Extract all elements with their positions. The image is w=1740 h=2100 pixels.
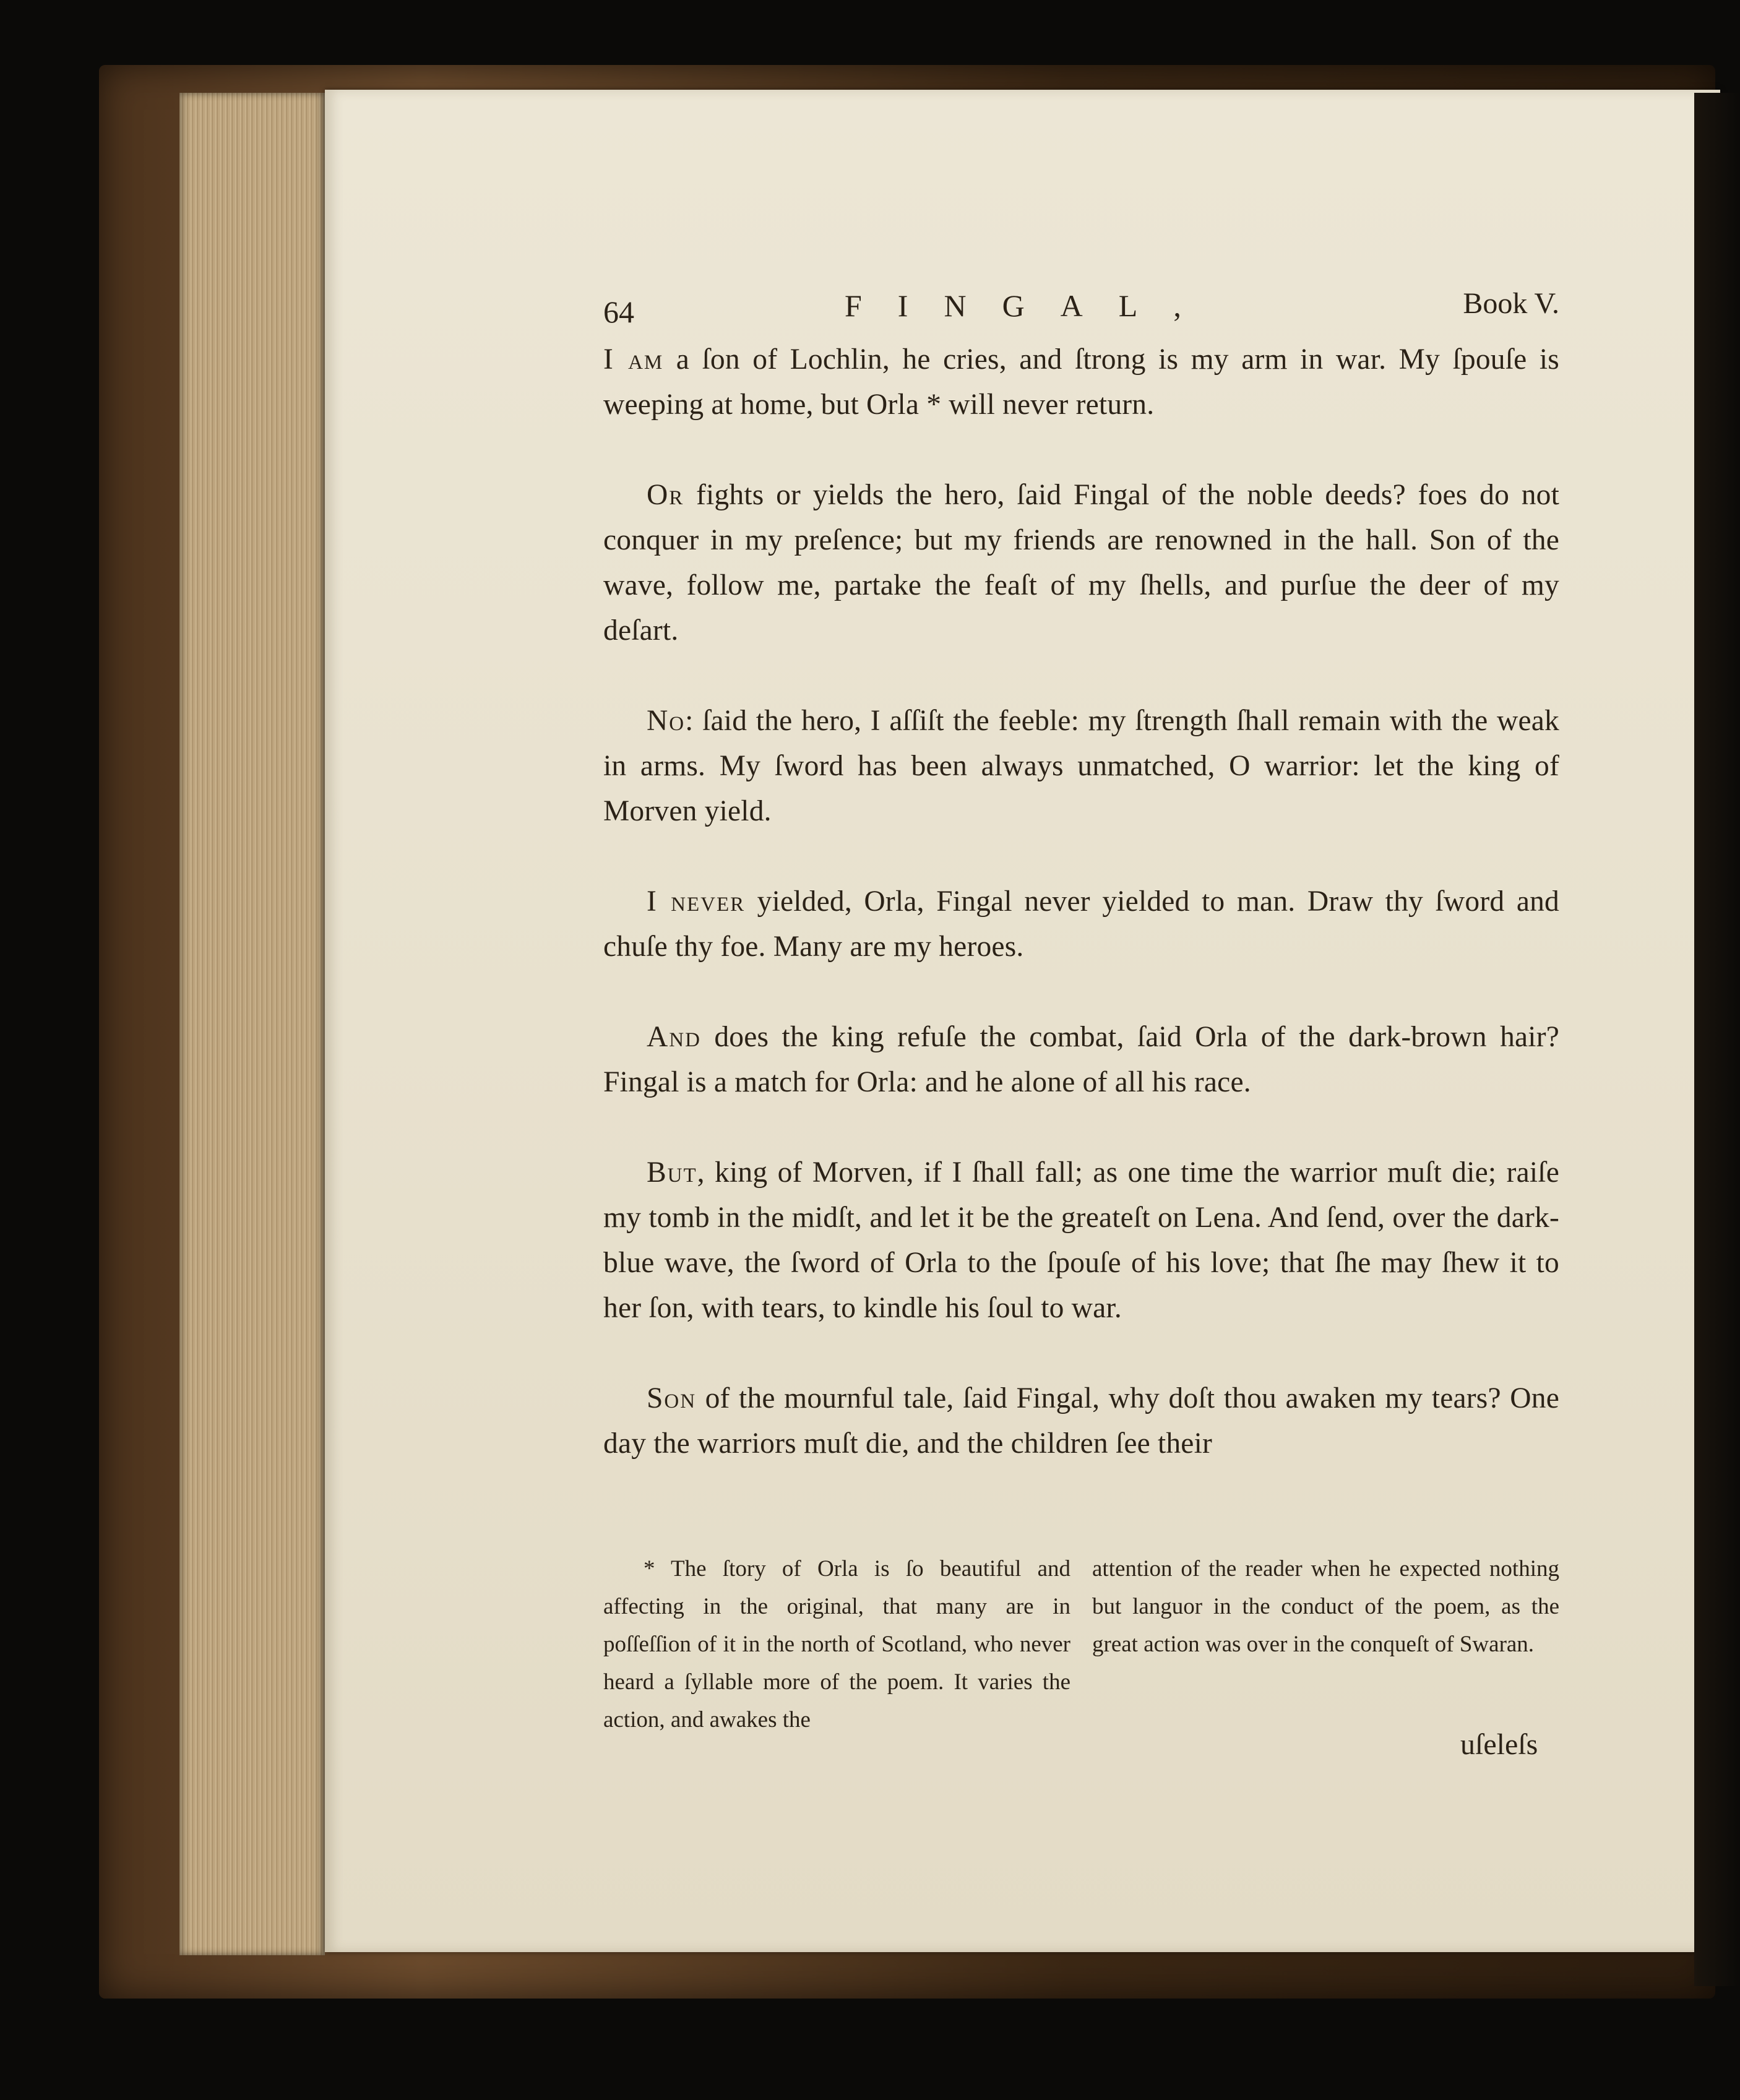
paragraph	[603, 1150, 1559, 1331]
paragraph-lead: I am	[603, 343, 664, 376]
paragraph	[603, 1015, 1559, 1105]
paragraph	[603, 1376, 1559, 1466]
paragraph	[603, 337, 1559, 428]
catchword: uſeleſs	[1460, 1728, 1538, 1761]
paragraph-text: yielded, Orla, Fingal never yielded to man. Draw thy ſword and chuſe thy foe. Many are my heroes.	[603, 885, 1560, 963]
right-gutter	[1694, 93, 1740, 1986]
paragraph	[603, 879, 1559, 970]
paragraph-lead: No	[647, 705, 686, 737]
paragraph-text: , king of Morven, if I ſhall fall; as one time the warrior muſt die; raiſe my tomb in the midſt, and let it be the greateſt on Lena. And ſend, over the dark-blue wave, the ſword of Orla to the ſpouſe of his love; that ſhe may ſhew it to her ſon, with tears, to kindle his ſoul to war.	[603, 1156, 1559, 1324]
paragraph-text: a ſon of Lochlin, he cries, and ſtrong is my arm in war. My ſpouſe is weeping at home, but Orla * will never return.	[603, 343, 1559, 421]
main-text	[603, 282, 1559, 1512]
paragraph-lead: And	[647, 1021, 701, 1053]
paragraph	[603, 473, 1559, 653]
paragraph-lead: I never	[647, 885, 746, 918]
paragraph-text: does the king refuſe the combat, ſaid Orla of the dark-brown hair? Fingal is a match for Orla: and he alone of all his race.	[603, 1021, 1559, 1098]
paragraph-lead: But	[647, 1156, 697, 1189]
paragraph-text: : ſaid the hero, I aſſiſt the feeble: my ſtrength ſhall remain with the weak in arms. My ſword has been always unmatched, O warrior: let the king of Morven yield.	[603, 705, 1559, 827]
footnote-column-right: attention of the reader when he expected nothing but languor in the conduct of the poem, as the great action was over in the conqueſt of Swaran.	[1092, 1556, 1559, 1657]
paragraph-lead: Or	[647, 479, 684, 511]
running-title: FINGAL,	[845, 288, 1217, 323]
paragraph-lead: Son	[647, 1382, 697, 1414]
page-number: 64	[603, 295, 634, 329]
footnote	[603, 1550, 1559, 1739]
page-edges	[179, 93, 325, 1955]
page-header	[603, 282, 1559, 337]
footnote-column-left: * The ſtory of Orla is ſo beautiful and affecting in the original, that many are in poſſeſſion of it in the north of Scotland, who never heard a ſyllable more of the poem. It varies the action, and awakes the	[603, 1556, 1070, 1732]
paragraph	[603, 699, 1559, 834]
paragraph-text: fights or yields the hero, ſaid Fingal of the noble deeds? foes do not conquer in my preſence; but my friends are renowned in the hall. Son of the wave, follow me, partake the feaſt of my ſhells, and purſue the deer of my deſart.	[603, 479, 1559, 647]
book-label: Book V.	[1463, 287, 1559, 320]
paragraph-text: of the mournful tale, ſaid Fingal, why doſt thou awaken my tears? One day the warriors muſt die, and the children ſee their	[603, 1382, 1559, 1460]
